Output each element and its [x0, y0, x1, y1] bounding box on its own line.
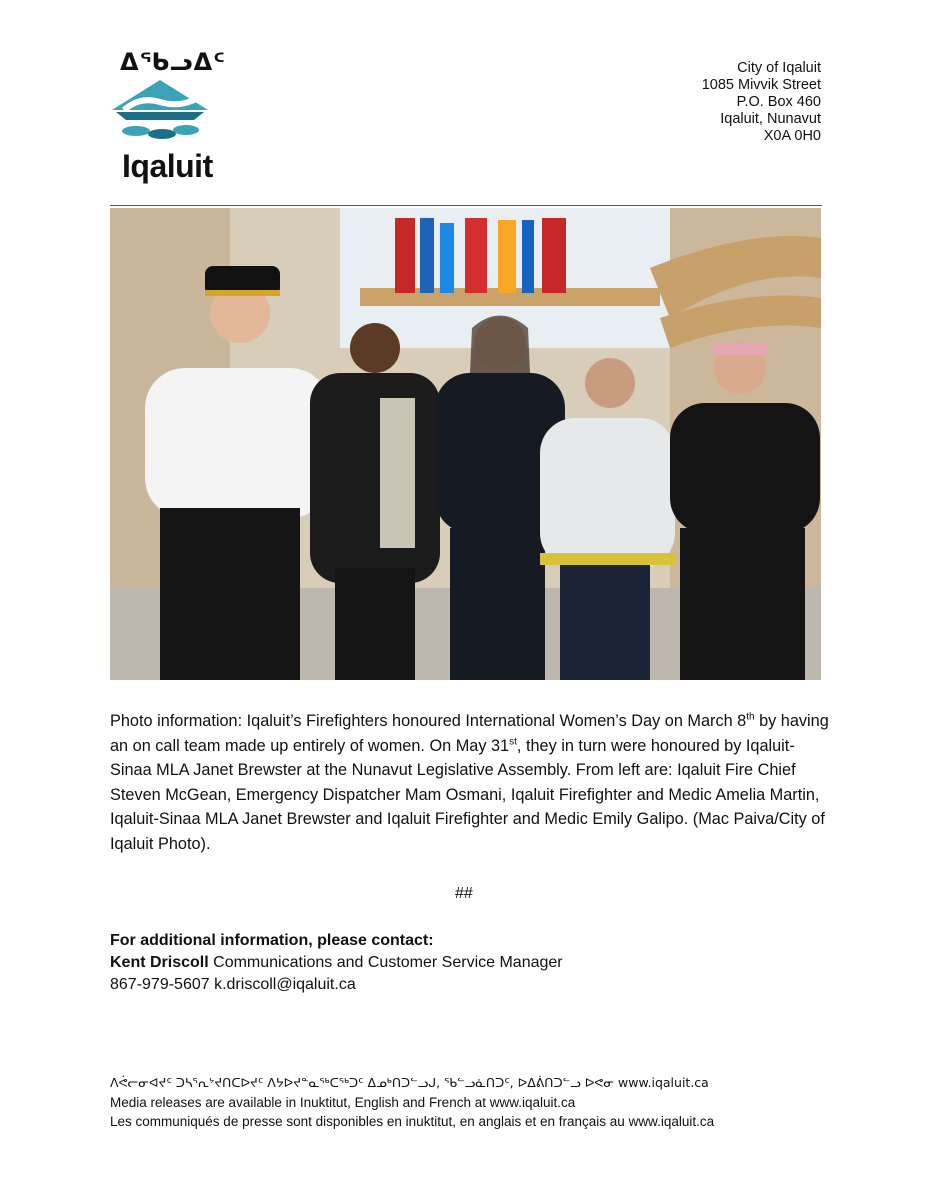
photo-caption	[110, 709, 830, 857]
address-line: 1085 Mivvik Street	[701, 77, 821, 93]
footer-inuktitut: ᐱᕚᓕᓂᐊᔪᑦ ᑐᓴᕐᕆᔾᔪᑎᑕᐅᔪᑦ ᐱᔭᐅᔪᓐᓇᖅᑕᖅᑐᑦ ᐃᓄᒃᑎᑐᓪᓗᒍ, ᖃᓪᓗᓈᑎᑐᑦ, ᐅᐃᕖᑎᑐᓪᓗ ᐅᕙᓂ www.iqaluit.ca	[110, 1075, 709, 1090]
address-line: Iqaluit, Nunavut	[720, 111, 821, 127]
contact-block	[110, 930, 563, 996]
caption-text-1: Photo information: Iqaluit’s Firefighters honoured International Women’s Day on March 8	[110, 712, 747, 730]
caption-text-2: by having an on call team made up entirely of women. On May 31	[110, 712, 829, 755]
contact-name: Kent Driscoll	[110, 954, 209, 971]
photo-group-icon	[110, 208, 821, 680]
footer-note	[110, 1073, 714, 1132]
city-address	[702, 60, 821, 145]
caption-superscript-th: th	[746, 711, 755, 723]
contact-phone-email: 867-979-5607 k.driscoll@iqaluit.ca	[110, 976, 356, 993]
header-divider	[110, 205, 822, 206]
caption-superscript-st: st	[509, 736, 517, 748]
address-line: P.O. Box 460	[736, 94, 821, 110]
footer-english: Media releases are available in Inuktitut, English and French at www.iqaluit.ca	[110, 1094, 576, 1110]
logo-emblem-icon	[110, 76, 210, 146]
address-line: City of Iqaluit	[737, 60, 821, 76]
footer-french: Les communiqués de presse sont disponibles en inuktitut, en anglais et en français au www.iqaluit.ca	[110, 1114, 715, 1129]
contact-heading: For additional information, please contact:	[110, 932, 434, 949]
end-marker: ##	[455, 885, 473, 902]
group-photo	[110, 208, 821, 680]
logo-syllabics: ᐃᖃᓗᐃᑦ	[120, 48, 226, 76]
logo-wordmark: Iqaluit	[122, 148, 213, 184]
city-logo	[110, 48, 226, 188]
contact-title: Communications and Customer Service Manager	[208, 954, 563, 971]
caption-text-3: , they in turn were honoured by Iqaluit-Sinaa MLA Janet Brewster at the Nunavut Legislative Assembly. From left are: Iqaluit Fire Chief Steven McGean, Emergency Dispatcher Mam Osmani, Iqaluit Firefighter and Medic Amelia Martin, Iqaluit-Sinaa MLA Janet Brewster and Iqaluit Firefighter and Medic Emily Galipo. (Mac Paiva/City of Iqaluit Photo).	[110, 736, 825, 853]
address-line: X0A 0H0	[763, 128, 821, 144]
